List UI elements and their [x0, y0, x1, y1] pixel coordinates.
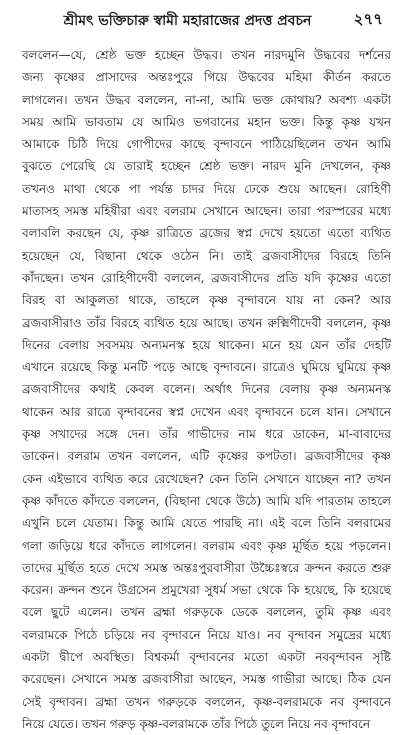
text-line: বলে ছুটে এলেন। তখন ব্রহ্মা গরুড়কে ডেকে বললেন, তুমি কৃষ্ণ এবং: [22, 605, 391, 620]
text-line: সেই বৃন্দাবন। ব্রহ্মা তখন গরুড়কে বললেন, কৃষ্ণ-বলরামকে নব বৃন্দাবনে: [22, 694, 391, 709]
text-line: লাগলেন। তখন উদ্ধব বললেন, না-না, আমি ভক্ত কোথায়? অবশ্য একটা: [22, 92, 391, 107]
text-line: এখানে রয়েছে কিন্তু মনটি পড়ে আছে বৃন্দাবনে। রাত্রেও ঘুমিয়ে ঘুমিয়ে কৃষ্ণ: [22, 360, 391, 375]
text-line: কাঁদছেন। তখন রোহিণীদেবী বললেন, ব্রজবাসীদের প্রতি যদি কৃষ্ণের এতো: [22, 270, 391, 285]
text-line: কৃষ্ণ কাঁদতে কাঁদতে বললেন, (বিছানা থেকে উঠে) আমি যদি পারতাম তাহলে: [22, 493, 391, 508]
text-line: জন্য কৃষ্ণের প্রাসাদের অন্তঃপুরে গিয়ে উদ্ধবের মহিমা কীর্তন করতে: [22, 70, 391, 85]
text-line: গলা জড়িয়ে ধরে কাঁদতে লাগলেন। বলরাম এবং কৃষ্ণ মূর্ছিত হয়ে পড়লেন।: [22, 538, 391, 553]
text-line: একটা দ্বীপে অবস্থিত। বিশ্বকর্মা বৃন্দাবনের মতো একটা নববৃন্দাবন সৃষ্টি: [22, 650, 391, 665]
text-line: থাকেন আর রাত্রে বৃন্দাবনের স্বপ্ন দেখেন এবং বৃন্দাবনে চলে যান। সেখানে: [22, 404, 391, 419]
body-text: [22, 44, 391, 735]
text-line: আমাকে চিঠি দিয়ে গোপীদের কাছে বৃন্দাবনে পাঠিয়েছিলেন তখন আমি: [22, 137, 391, 152]
page-header: [34, 7, 383, 33]
text-line: বলাবলি করছেন যে, কৃষ্ণ রাত্রিতে ব্রজের স্বপ্ন দেখে হয়তো এতো ব্যথিত: [22, 226, 391, 241]
text-line: বিরহ বা আকুলতা থাকে, তাহলে কৃষ্ণ বৃন্দাবনে যায় না কেন? আর: [22, 293, 391, 308]
text-line: সময় আমি ভাবতাম যে আমিও ভগবানের মহান ভক্ত। কিন্তু কৃষ্ণ যখন: [22, 114, 391, 129]
text-line: দিনের বেলায় সবসময় অন্যমনস্ক হয়ে থাকেন। মনে হয় যেন তাঁর দেহটি: [22, 337, 391, 352]
text-line: করেন। ক্রন্দন শুনে উগ্রসেন প্রমুখেরা সুধর্ম সভা থেকে কি হয়েছে, কি হয়েছে: [22, 583, 391, 598]
text-line: বললেন—যে, শ্রেষ্ঠ ভক্ত হচ্ছেন উদ্ধব। তখন নারদমুনি উদ্ধবের দর্শনের: [22, 48, 391, 62]
text-line: এখুনি চলে যেতাম। কিন্তু আমি যেতে পারছি না। এই বলে তিনি বলরামের: [22, 516, 391, 531]
text-line: নিয়ে যেতে। তখন গরুড় কৃষ্ণ-বলরামকে তাঁর পিঠে তুলে নিয়ে নব বৃন্দাবনে: [22, 716, 371, 731]
text-line: বলরামকে পিঠে চড়িয়ে নব বৃন্দাবনে নিয়ে যাও। নব বৃন্দাবন সমুদ্রের মধ্যে: [22, 627, 391, 642]
text-line: তখনও মাথা থেকে পা পর্যন্ত চাদর দিয়ে ঢেকে শুয়ে আছেন। রোহিণী: [22, 181, 391, 196]
text-line: হয়েছেন যে, বিছানা থেকে ওঠেন নি। তাই ব্রজবাসীদের বিরহে তিনি: [22, 248, 391, 263]
running-title: শ্রীমৎ ভক্তিচারু স্বামী মহারাজের প্রদত্ত প্রবচন: [63, 13, 312, 29]
text-line: কৃষ্ণ সখাদের সঙ্গে দেন। তাঁর গাভীদের নাম ধরে ডাকেন, মা-বাবাদের: [22, 427, 391, 442]
text-line: মাতাসহ সমস্ত মহিষীরা এবং বলরাম সেখানে আছেন। তারা পরস্পরের মধ্যে: [22, 204, 391, 219]
text-line: করেছেন। সেখানে সমস্ত ব্রজবাসীরা আছেন, সমস্ত গাভীরা আছে। ঠিক যেন: [22, 672, 391, 687]
page-number: ২৭৭: [353, 10, 383, 28]
text-line: বুঝতে পেরেছি যে তারাই হচ্ছেন শ্রেষ্ঠ ভক্ত। নারদ মুনি দেখলেন, কৃষ্ণ: [22, 159, 391, 174]
text-line: ব্রজবাসীদের কথাই কেবল বলেন। অর্থাৎ দিনের বেলায় কৃষ্ণ অন্যমনস্ক: [22, 382, 391, 397]
text-line: কেন এইভাবে ব্যথিত করে রেখেছেন? কেন তিনি সেখানে যাচ্ছেন না? তখন: [22, 471, 391, 486]
text-line: তাদের মূর্ছিত হতে দেখে সমস্ত অন্তঃপুরবাসীরা উচ্চৈঃস্বরে ক্রন্দন করতে শুরু: [22, 560, 391, 575]
text-line: ব্রজবাসীরাও তাঁর বিরহে ব্যথিত হয়ে আছে। তখন রুক্মিণীদেবী বললেন, কৃষ্ণ: [22, 315, 391, 330]
text-line: ডাকেন। বলরাম তখন বললেন, এটি কৃষ্ণের কপটতা। ব্রজবাসীদের কৃষ্ণ: [22, 449, 391, 464]
